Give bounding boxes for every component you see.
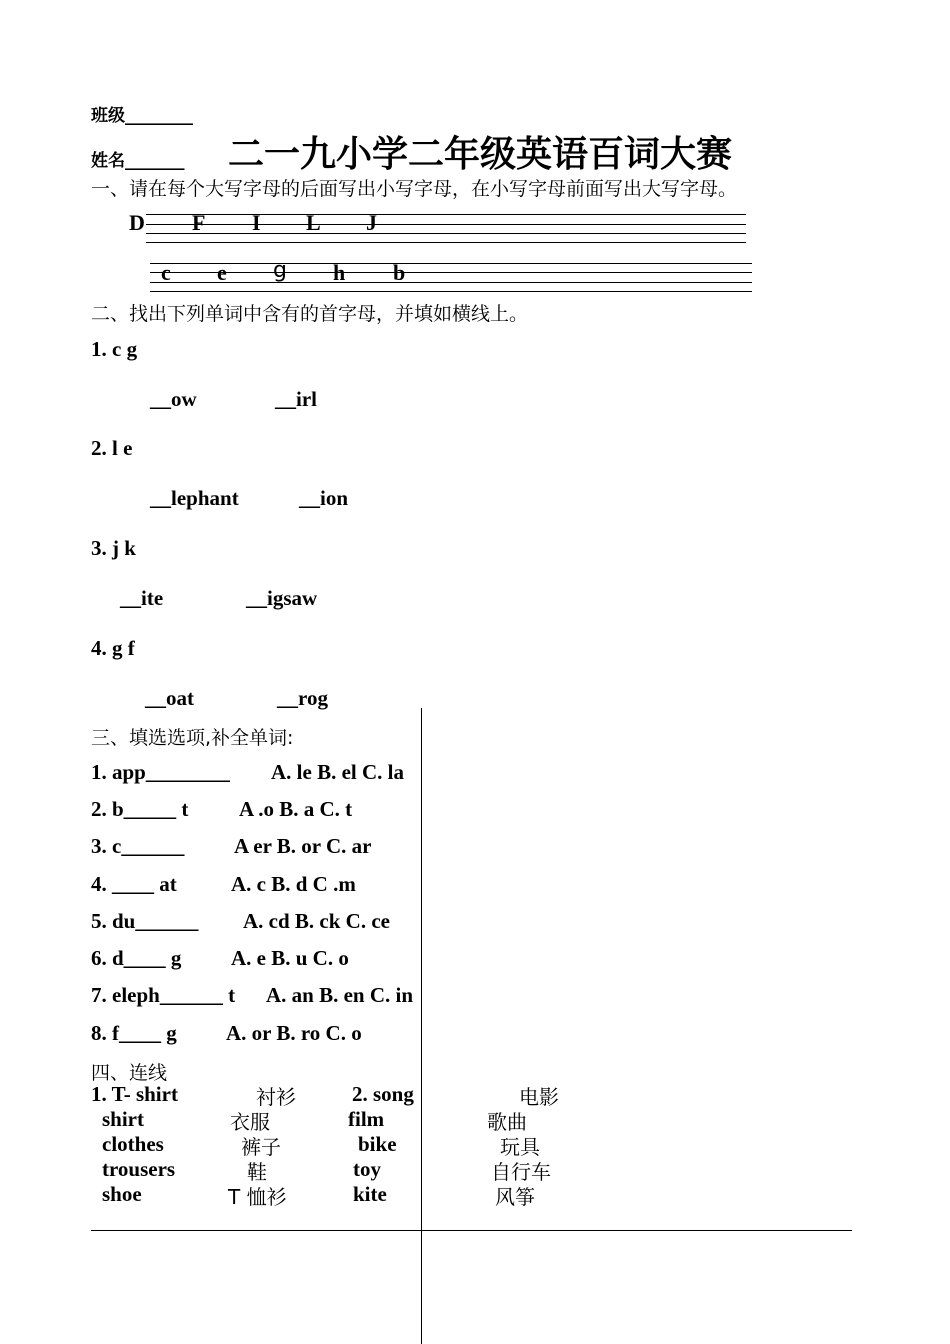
- letter-pair: 4. g f: [91, 636, 135, 660]
- name-label: 姓名_______: [91, 151, 185, 171]
- fill-word: __oat: [145, 686, 194, 710]
- uppercase-letter: D: [129, 210, 145, 235]
- choice-stem: 1. app________: [91, 760, 230, 784]
- choice-stem: 3. c______: [91, 834, 185, 858]
- match-meaning: 裤子: [241, 1135, 281, 1159]
- match-word: clothes: [102, 1132, 164, 1156]
- match-word: bike: [358, 1132, 397, 1156]
- choice-stem: 6. d____ g: [91, 946, 182, 970]
- fill-word: __irl: [275, 387, 317, 411]
- match-meaning: 鞋: [247, 1160, 267, 1184]
- lowercase-letter: c: [161, 260, 171, 285]
- fill-word: __rog: [277, 686, 328, 710]
- choice-options: A. an B. en C. in: [266, 983, 414, 1007]
- writing-line: [146, 214, 746, 215]
- match-meaning: T 恤衫: [228, 1185, 287, 1209]
- choice-options: A er B. or C. ar: [234, 834, 372, 858]
- choice-options: A. or B. ro C. o: [226, 1021, 362, 1045]
- uppercase-letter: I: [252, 210, 261, 235]
- match-word: trousers: [102, 1157, 176, 1181]
- match-meaning: 风筝: [495, 1185, 535, 1209]
- choice-options: A .o B. a C. t: [239, 797, 353, 821]
- writing-line: [150, 263, 752, 264]
- writing-line: [150, 272, 752, 273]
- match-meaning: 电影: [519, 1085, 559, 1109]
- match-word: film: [348, 1107, 385, 1131]
- section3-heading: 三、填选选项,补全单词:: [91, 727, 294, 749]
- letter-pair: 3. j k: [91, 536, 136, 560]
- match-meaning: 自行车: [491, 1160, 551, 1184]
- fill-word: __ite: [120, 586, 164, 610]
- choice-stem: 8. f____ g: [91, 1021, 177, 1045]
- writing-line: [146, 233, 746, 234]
- writing-line: [150, 282, 752, 283]
- bottom-rule: [91, 1230, 852, 1231]
- writing-line: [146, 242, 746, 243]
- section2-heading: 二、找出下列单词中含有的首字母，并填如横线上。: [91, 303, 529, 325]
- class-label: 班级________: [91, 106, 193, 126]
- writing-line: [150, 291, 752, 292]
- choice-stem: 2. b_____ t: [91, 797, 189, 821]
- uppercase-letter: L: [306, 210, 321, 235]
- fill-word: __ion: [299, 486, 349, 510]
- section1-heading: 一、请在每个大写字母的后面写出小写字母，在小写字母前面写出大写字母。: [91, 178, 738, 200]
- match-word: 1. T- shirt: [91, 1082, 178, 1106]
- letter-pair: 1. c g: [91, 337, 138, 361]
- uppercase-letter: J: [366, 210, 377, 235]
- lowercase-letter: h: [333, 260, 346, 285]
- match-meaning: 歌曲: [487, 1110, 527, 1134]
- page-title: 二一九小学二年级英语百词大赛: [228, 134, 733, 175]
- fill-word: __ow: [150, 387, 197, 411]
- choice-stem: 5. du______: [91, 909, 199, 933]
- match-word: kite: [353, 1182, 387, 1206]
- lowercase-letter: e: [217, 260, 227, 285]
- choice-stem: 7. eleph______ t: [91, 983, 236, 1007]
- choice-options: A. le B. el C. la: [271, 760, 404, 784]
- letter-pair: 2. l e: [91, 436, 133, 460]
- fill-word: __lephant: [150, 486, 239, 510]
- match-meaning: 衬衫: [256, 1085, 296, 1109]
- lowercase-letter: b: [393, 260, 406, 285]
- column-divider: [421, 708, 422, 1344]
- choice-stem: 4. ____ at: [91, 872, 177, 896]
- writing-line: [146, 224, 746, 225]
- section4-heading: 四、连线: [91, 1062, 168, 1084]
- choice-options: A. cd B. ck C. ce: [243, 909, 390, 933]
- match-word: shirt: [102, 1107, 144, 1131]
- match-meaning: 衣服: [230, 1110, 270, 1134]
- match-word: shoe: [102, 1182, 142, 1206]
- choice-options: A. e B. u C. o: [231, 946, 349, 970]
- uppercase-letter: F: [192, 210, 206, 235]
- lowercase-letter: g: [273, 258, 287, 283]
- match-word: toy: [353, 1157, 381, 1181]
- match-word: 2. song: [352, 1082, 414, 1106]
- choice-options: A. c B. d C .m: [231, 872, 356, 896]
- fill-word: __igsaw: [246, 586, 318, 610]
- match-meaning: 玩具: [500, 1135, 540, 1159]
